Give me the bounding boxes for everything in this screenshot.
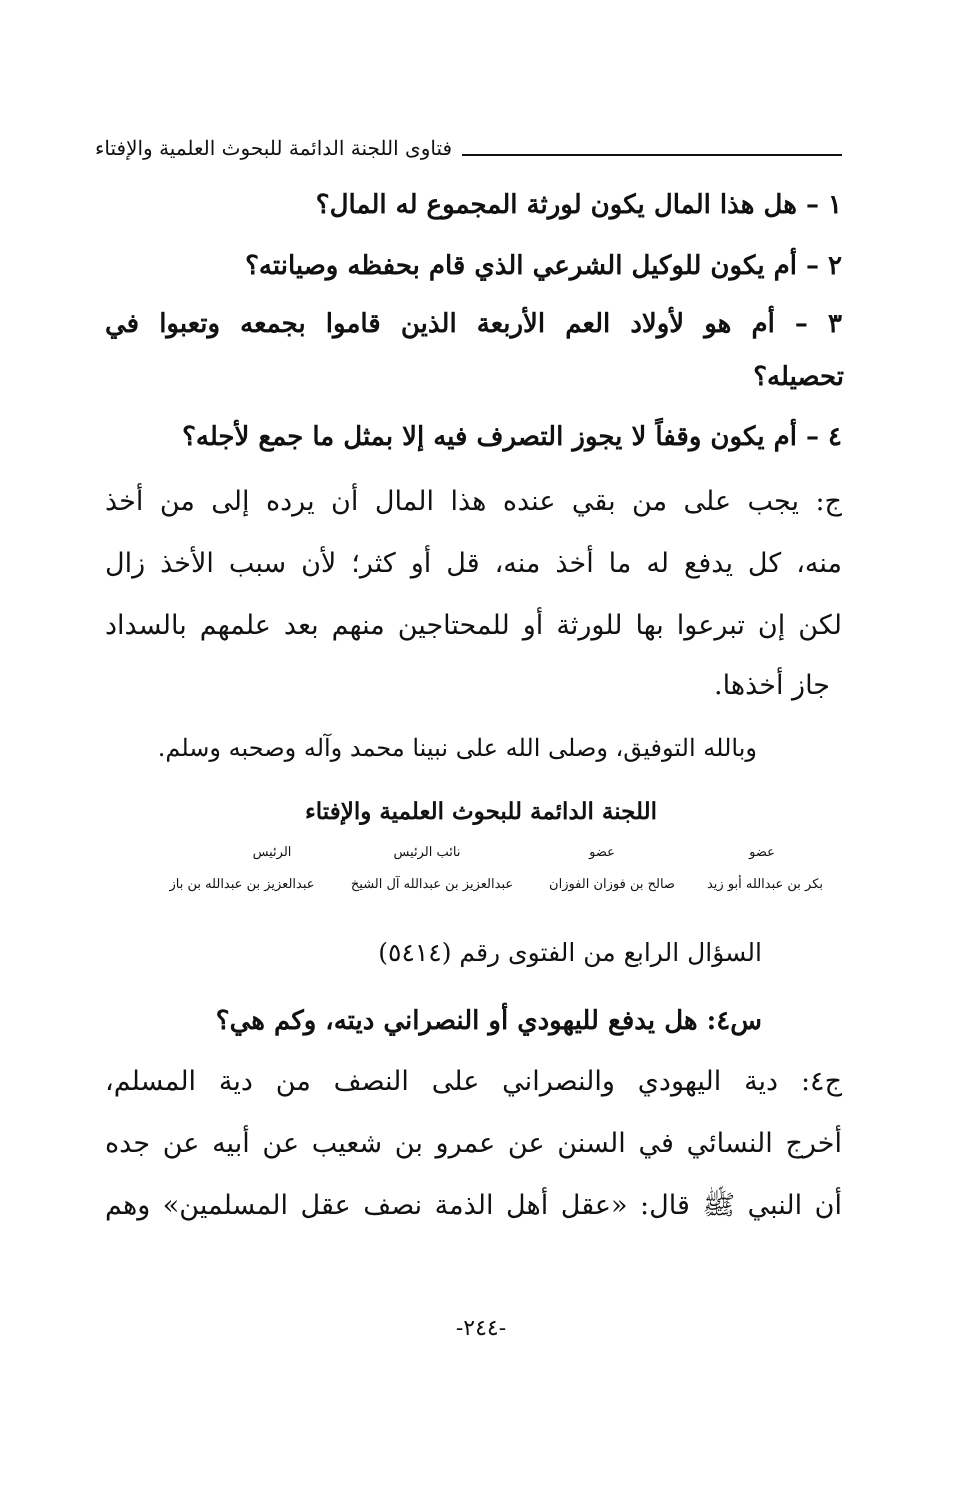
question-item-2: ٢ – أم يكون للوكيل الشرعي الذي قام بحفظه وصيانته؟ — [245, 251, 842, 281]
signatory-name-4: عبدالعزيز بن عبدالله بن باز — [169, 877, 315, 892]
committee-title: اللجنة الدائمة للبحوث العلمية والإفتاء — [304, 798, 658, 825]
signature-roles — [140, 845, 822, 865]
role-vice-president: نائب الرئيس — [393, 845, 461, 860]
answer-line-1: ج: يجب على من بقي عنده هذا المال أن يرده إلى من أخذ — [105, 486, 842, 517]
question-item-3-continuation: تحصيله؟ — [753, 362, 844, 392]
role-member-1: عضو — [749, 845, 775, 860]
answer-line-3: لكن إن تبرعوا بها للورثة أو للمحتاجين منهم بعد علمهم بالسداد — [105, 610, 842, 641]
closing-line: وبالله التوفيق، وصلى الله على نبينا محمد وآله وصحبه وسلم. — [157, 734, 757, 762]
signatory-name-1: بكر بن عبدالله أبو زيد — [706, 877, 824, 892]
page-number: -٢٤٤- — [455, 1316, 507, 1341]
answer-line-4: جاز أخذها. — [714, 670, 830, 701]
answer-line-2: منه، كل يدفع له ما أخذ منه، قل أو كثر؛ لأن سبب الأخذ زال — [105, 548, 842, 579]
question-item-4: ٤ – أم يكون وقفاً لا يجوز التصرف فيه إلا بمثل ما جمع لأجله؟ — [182, 422, 842, 452]
answer4-line-3: أن النبي ﷺ قال: «عقل أهل الذمة نصف عقل المسلمين» وهم — [105, 1190, 842, 1221]
role-president: الرئيس — [252, 845, 292, 860]
answer4-line-1: ج٤: دية اليهودي والنصراني على النصف من دية المسلم، — [105, 1066, 842, 1097]
signature-names — [140, 877, 822, 899]
signature-block — [140, 845, 822, 905]
running-header — [95, 128, 842, 168]
fatwa-reference: السؤال الرابع من الفتوى رقم (٥٤١٤) — [378, 938, 762, 967]
question-4: س٤: هل يدفع لليهودي أو النصراني ديته، وكم هي؟ — [215, 1006, 762, 1036]
header-rule — [462, 154, 842, 156]
signatory-name-2: صالح بن فوزان الفوزان — [549, 877, 675, 892]
signatory-name-3: عبدالعزيز بن عبدالله آل الشيخ — [350, 877, 514, 892]
answer4-line-2: أخرج النسائي في السنن عن عمرو بن شعيب عن أبيه عن جده — [105, 1128, 842, 1159]
question-item-1: ١ – هل هذا المال يكون لورثة المجموع له المال؟ — [315, 190, 842, 220]
header-title: فتاوى اللجنة الدائمة للبحوث العلمية والإفتاء — [95, 136, 453, 160]
question-item-3: ٣ – أم هو لأولاد العم الأربعة الذين قاموا بجمعه وتعبوا في — [105, 309, 842, 339]
role-member-2: عضو — [589, 845, 615, 860]
